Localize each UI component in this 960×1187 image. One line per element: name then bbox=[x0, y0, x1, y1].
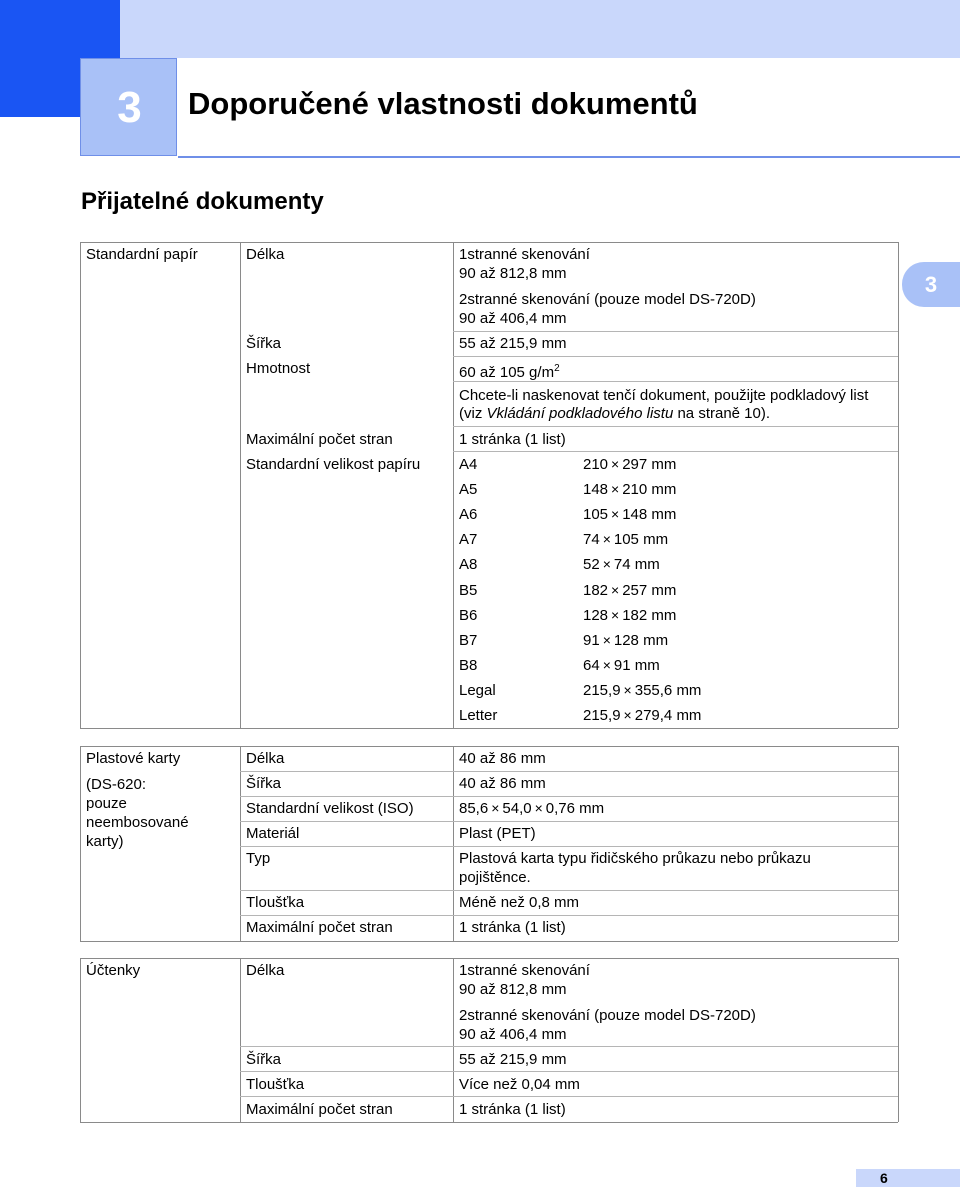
paper-max-pages-value: 1 stránka (1 list) bbox=[459, 431, 566, 448]
header-band-light bbox=[120, 0, 960, 58]
row-separator bbox=[240, 846, 898, 847]
table-divider bbox=[453, 746, 454, 941]
paper-size-dimensions: 128 × 182 mm bbox=[583, 607, 677, 624]
row-separator bbox=[240, 796, 898, 797]
card-type-value-2: pojištěnce. bbox=[459, 869, 531, 886]
category-cards-note: pouze bbox=[86, 795, 127, 812]
paper-size-dimensions: 52 × 74 mm bbox=[583, 556, 660, 573]
card-iso-size-value: 85,6 × 54,0 × 0,76 mm bbox=[459, 800, 605, 817]
table-border bbox=[80, 242, 81, 728]
row-separator bbox=[240, 1046, 898, 1047]
table-border bbox=[80, 1122, 898, 1123]
receipt-max-pages-value: 1 stránka (1 list) bbox=[459, 1101, 566, 1118]
card-thickness-value: Méně než 0,8 mm bbox=[459, 894, 580, 911]
row-separator bbox=[453, 331, 898, 332]
paper-size-name: B8 bbox=[459, 657, 478, 674]
chapter-underline bbox=[178, 156, 960, 158]
paper-max-pages-label: Maximální počet stran bbox=[246, 431, 393, 448]
paper-size-dimensions: 91 × 128 mm bbox=[583, 632, 669, 649]
table-border bbox=[80, 941, 898, 942]
category-cards-note: karty) bbox=[86, 833, 124, 850]
paper-width-value: 55 až 215,9 mm bbox=[459, 335, 567, 352]
paper-std-size-label: Standardní velikost papíru bbox=[246, 456, 421, 473]
row-separator bbox=[240, 1071, 898, 1072]
card-type-label: Typ bbox=[246, 850, 271, 867]
paper-size-name: B7 bbox=[459, 632, 478, 649]
paper-size-dimensions: 210 × 297 mm bbox=[583, 456, 677, 473]
paper-weight-value: 60 až 105 $g/m^2$ bbox=[459, 363, 560, 381]
table-border bbox=[80, 728, 898, 729]
paper-size-dimensions: 64 × 91 mm bbox=[583, 657, 660, 674]
receipt-length-simplex-value: 90 až 812,8 mm bbox=[459, 981, 567, 998]
table-border bbox=[80, 958, 898, 959]
card-thickness-label: Tloušťka bbox=[246, 894, 305, 911]
paper-length-simplex-value: 90 až 812,8 mm bbox=[459, 265, 567, 282]
paper-width-label: Šířka bbox=[246, 335, 282, 352]
row-separator bbox=[240, 1096, 898, 1097]
card-width-value: 40 až 86 mm bbox=[459, 775, 546, 792]
paper-size-name: A8 bbox=[459, 556, 478, 573]
row-separator bbox=[453, 451, 898, 452]
row-separator bbox=[240, 915, 898, 916]
table-border bbox=[898, 242, 899, 728]
paper-size-dimensions: 74 × 105 mm bbox=[583, 531, 669, 548]
page-number: 6 bbox=[880, 1170, 888, 1186]
paper-weight-note-1: Chcete-li naskenovat tenčí dokument, použijte podkladový list bbox=[459, 387, 869, 404]
paper-size-dimensions: 215,9 × 279,4 mm bbox=[583, 707, 702, 724]
paper-size-dimensions: 215,9 × 355,6 mm bbox=[583, 682, 702, 699]
category-cards: Plastové karty bbox=[86, 750, 181, 767]
table-divider bbox=[240, 958, 241, 1122]
paper-size-name: B6 bbox=[459, 607, 478, 624]
paper-length-duplex-heading: 2stranné skenování (pouze model DS-720D) bbox=[459, 291, 756, 308]
card-iso-size-label: Standardní velikost (ISO) bbox=[246, 800, 414, 817]
receipt-max-pages-label: Maximální počet stran bbox=[246, 1101, 393, 1118]
paper-length-simplex-heading: 1stranné skenování bbox=[459, 246, 590, 263]
card-max-pages-value: 1 stránka (1 list) bbox=[459, 919, 566, 936]
card-length-label: Délka bbox=[246, 750, 285, 767]
receipt-length-duplex-heading: 2stranné skenování (pouze model DS-720D) bbox=[459, 1007, 756, 1024]
row-separator bbox=[453, 426, 898, 427]
row-separator bbox=[453, 356, 898, 357]
paper-size-name: A7 bbox=[459, 531, 478, 548]
receipt-thickness-value: Více než 0,04 mm bbox=[459, 1076, 580, 1093]
receipt-width-value: 55 až 215,9 mm bbox=[459, 1051, 567, 1068]
receipt-thickness-label: Tloušťka bbox=[246, 1076, 305, 1093]
paper-weight-note-2: (viz Vkládání podkladového listu na straně 10). bbox=[459, 405, 771, 422]
paper-size-dimensions: 148 × 210 mm bbox=[583, 481, 677, 498]
paper-size-name: A5 bbox=[459, 481, 478, 498]
paper-size-name: Letter bbox=[459, 707, 498, 724]
table-divider bbox=[453, 958, 454, 1122]
table-border bbox=[80, 746, 898, 747]
category-cards-note: neembosované bbox=[86, 814, 189, 831]
table-divider bbox=[240, 242, 241, 728]
page-number-tab bbox=[856, 1169, 960, 1187]
paper-length-label: Délka bbox=[246, 246, 285, 263]
table-divider bbox=[240, 746, 241, 941]
card-width-label: Šířka bbox=[246, 775, 282, 792]
table-border bbox=[80, 746, 81, 941]
table-divider bbox=[453, 242, 454, 728]
paper-size-dimensions: 182 × 257 mm bbox=[583, 582, 677, 599]
paper-size-name: B5 bbox=[459, 582, 478, 599]
receipt-width-label: Šířka bbox=[246, 1051, 282, 1068]
chapter-title: Doporučené vlastnosti dokumentů bbox=[188, 86, 698, 121]
row-separator bbox=[240, 771, 898, 772]
category-cards-note: (DS-620: bbox=[86, 776, 147, 793]
paper-size-name: Legal bbox=[459, 682, 496, 699]
receipt-length-label: Délka bbox=[246, 962, 285, 979]
section-title: Přijatelné dokumenty bbox=[81, 188, 324, 215]
chapter-side-tab: 3 bbox=[902, 262, 960, 307]
paper-length-duplex-value: 90 až 406,4 mm bbox=[459, 310, 567, 327]
card-max-pages-label: Maximální počet stran bbox=[246, 919, 393, 936]
paper-size-dimensions: 105 × 148 mm bbox=[583, 506, 677, 523]
table-border bbox=[80, 242, 898, 243]
table-border bbox=[80, 958, 81, 1122]
table-border bbox=[898, 746, 899, 941]
category-paper: Standardní papír bbox=[86, 246, 198, 263]
chapter-number-box bbox=[80, 58, 177, 156]
paper-size-name: A4 bbox=[459, 456, 478, 473]
paper-size-name: A6 bbox=[459, 506, 478, 523]
card-type-value-1: Plastová karta typu řidičského průkazu nebo průkazu bbox=[459, 850, 811, 867]
paper-weight-label: Hmotnost bbox=[246, 360, 311, 377]
carrier-sheet-reference[interactable]: Vkládání podkladového listu bbox=[486, 405, 674, 422]
category-receipts: Účtenky bbox=[86, 962, 141, 979]
row-separator bbox=[240, 890, 898, 891]
row-separator bbox=[240, 821, 898, 822]
card-material-value: Plast (PET) bbox=[459, 825, 536, 842]
card-length-value: 40 až 86 mm bbox=[459, 750, 546, 767]
receipt-length-duplex-value: 90 až 406,4 mm bbox=[459, 1026, 567, 1043]
card-material-label: Materiál bbox=[246, 825, 300, 842]
table-border bbox=[898, 958, 899, 1122]
receipt-length-simplex-heading: 1stranné skenování bbox=[459, 962, 590, 979]
chapter-number: 3 bbox=[117, 83, 142, 132]
